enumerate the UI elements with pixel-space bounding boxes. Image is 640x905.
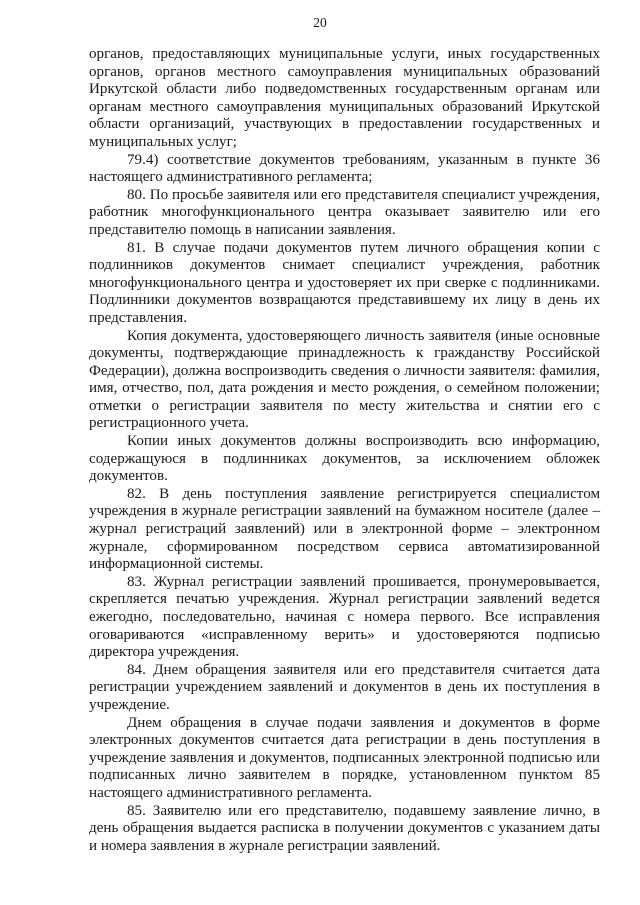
paragraph-electronic-filing: Днем обращения в случае подачи заявления и документов в форме электронных документов считается дата регистрации в день поступления в учреждение заявления и документов, подписанных электронной подписью или подписанных лично заявителем в порядке, установленном пунктом 85 настоящего административного регламента. bbox=[89, 714, 600, 801]
paragraph-82: 82. В день поступления заявление регистрируется специалистом учреждения в журнале регистрации заявлений на бумажном носителе (далее – журнал регистраций заявлений) или в электронной форме – электронном журнале, сформированном посредством сервиса автоматизированной информационной системы. bbox=[89, 485, 600, 573]
paragraph-79-4: 79.4) соответствие документов требованиям, указанным в пункте 36 настоящего административного регламента; bbox=[89, 151, 600, 186]
paragraph-continuation: органов, предоставляющих муниципальные услуги, иных государственных органов, органов местного самоуправления муниципальных образований Иркутской области либо подведомственных государственным органам или органам местного самоуправления муниципальных образований Иркутской области организаций, участвующих в предоставлении государственных и муниципальных услуг; bbox=[89, 46, 600, 150]
paragraph-85: 85. Заявителю или его представителю, подавшему заявление лично, в день обращения выдается расписка в получении документов с указанием даты и номера заявления в журнале регистрации заявлений. bbox=[89, 802, 600, 854]
paragraph-83: 83. Журнал регистрации заявлений прошивается, пронумеровывается, скрепляется печатью учреждения. Журнал регистрации заявлений ведется ежегодно, последовательно, начиная с номера первого. Все исправления оговариваются «исправленному верить» и удостоверяются подписью директора учреждения. bbox=[89, 573, 600, 661]
paragraph-80: 80. По просьбе заявителя или его представителя специалист учреждения, работник многофункционального центра оказывает заявителю или его представителю помощь в написании заявления. bbox=[89, 186, 600, 238]
paragraph-81: 81. В случае подачи документов путем личного обращения копии с подлинников документов снимает специалист учреждения, работник многофункционального центра и удостоверяет их при сверке с подлинниками. Подлинники документов возвращаются представившему их лицу в день их представления. bbox=[89, 239, 600, 326]
paragraph-84: 84. Днем обращения заявителя или его представителя считается дата регистрации учреждением заявлений и документов в день их поступления в учреждение. bbox=[89, 661, 600, 713]
paragraph-identity-copy: Копия документа, удостоверяющего личность заявителя (иные основные документы, подтверждающие принадлежность к гражданству Российской Федерации), должна воспроизводить сведения о личности заявителя: фамилия, имя, отчество, пол, дата рождения и место рождения, о семейном положении; отметки о регистрации заявителя по месту жительства и снятии его с регистрационного учета. bbox=[89, 327, 600, 432]
paragraph-other-copies: Копии иных документов должны воспроизводить всю информацию, содержащуюся в подлинниках документов, за исключением обложек документов. bbox=[89, 433, 600, 485]
page-number: 20 bbox=[313, 15, 327, 30]
document-body bbox=[89, 46, 600, 855]
